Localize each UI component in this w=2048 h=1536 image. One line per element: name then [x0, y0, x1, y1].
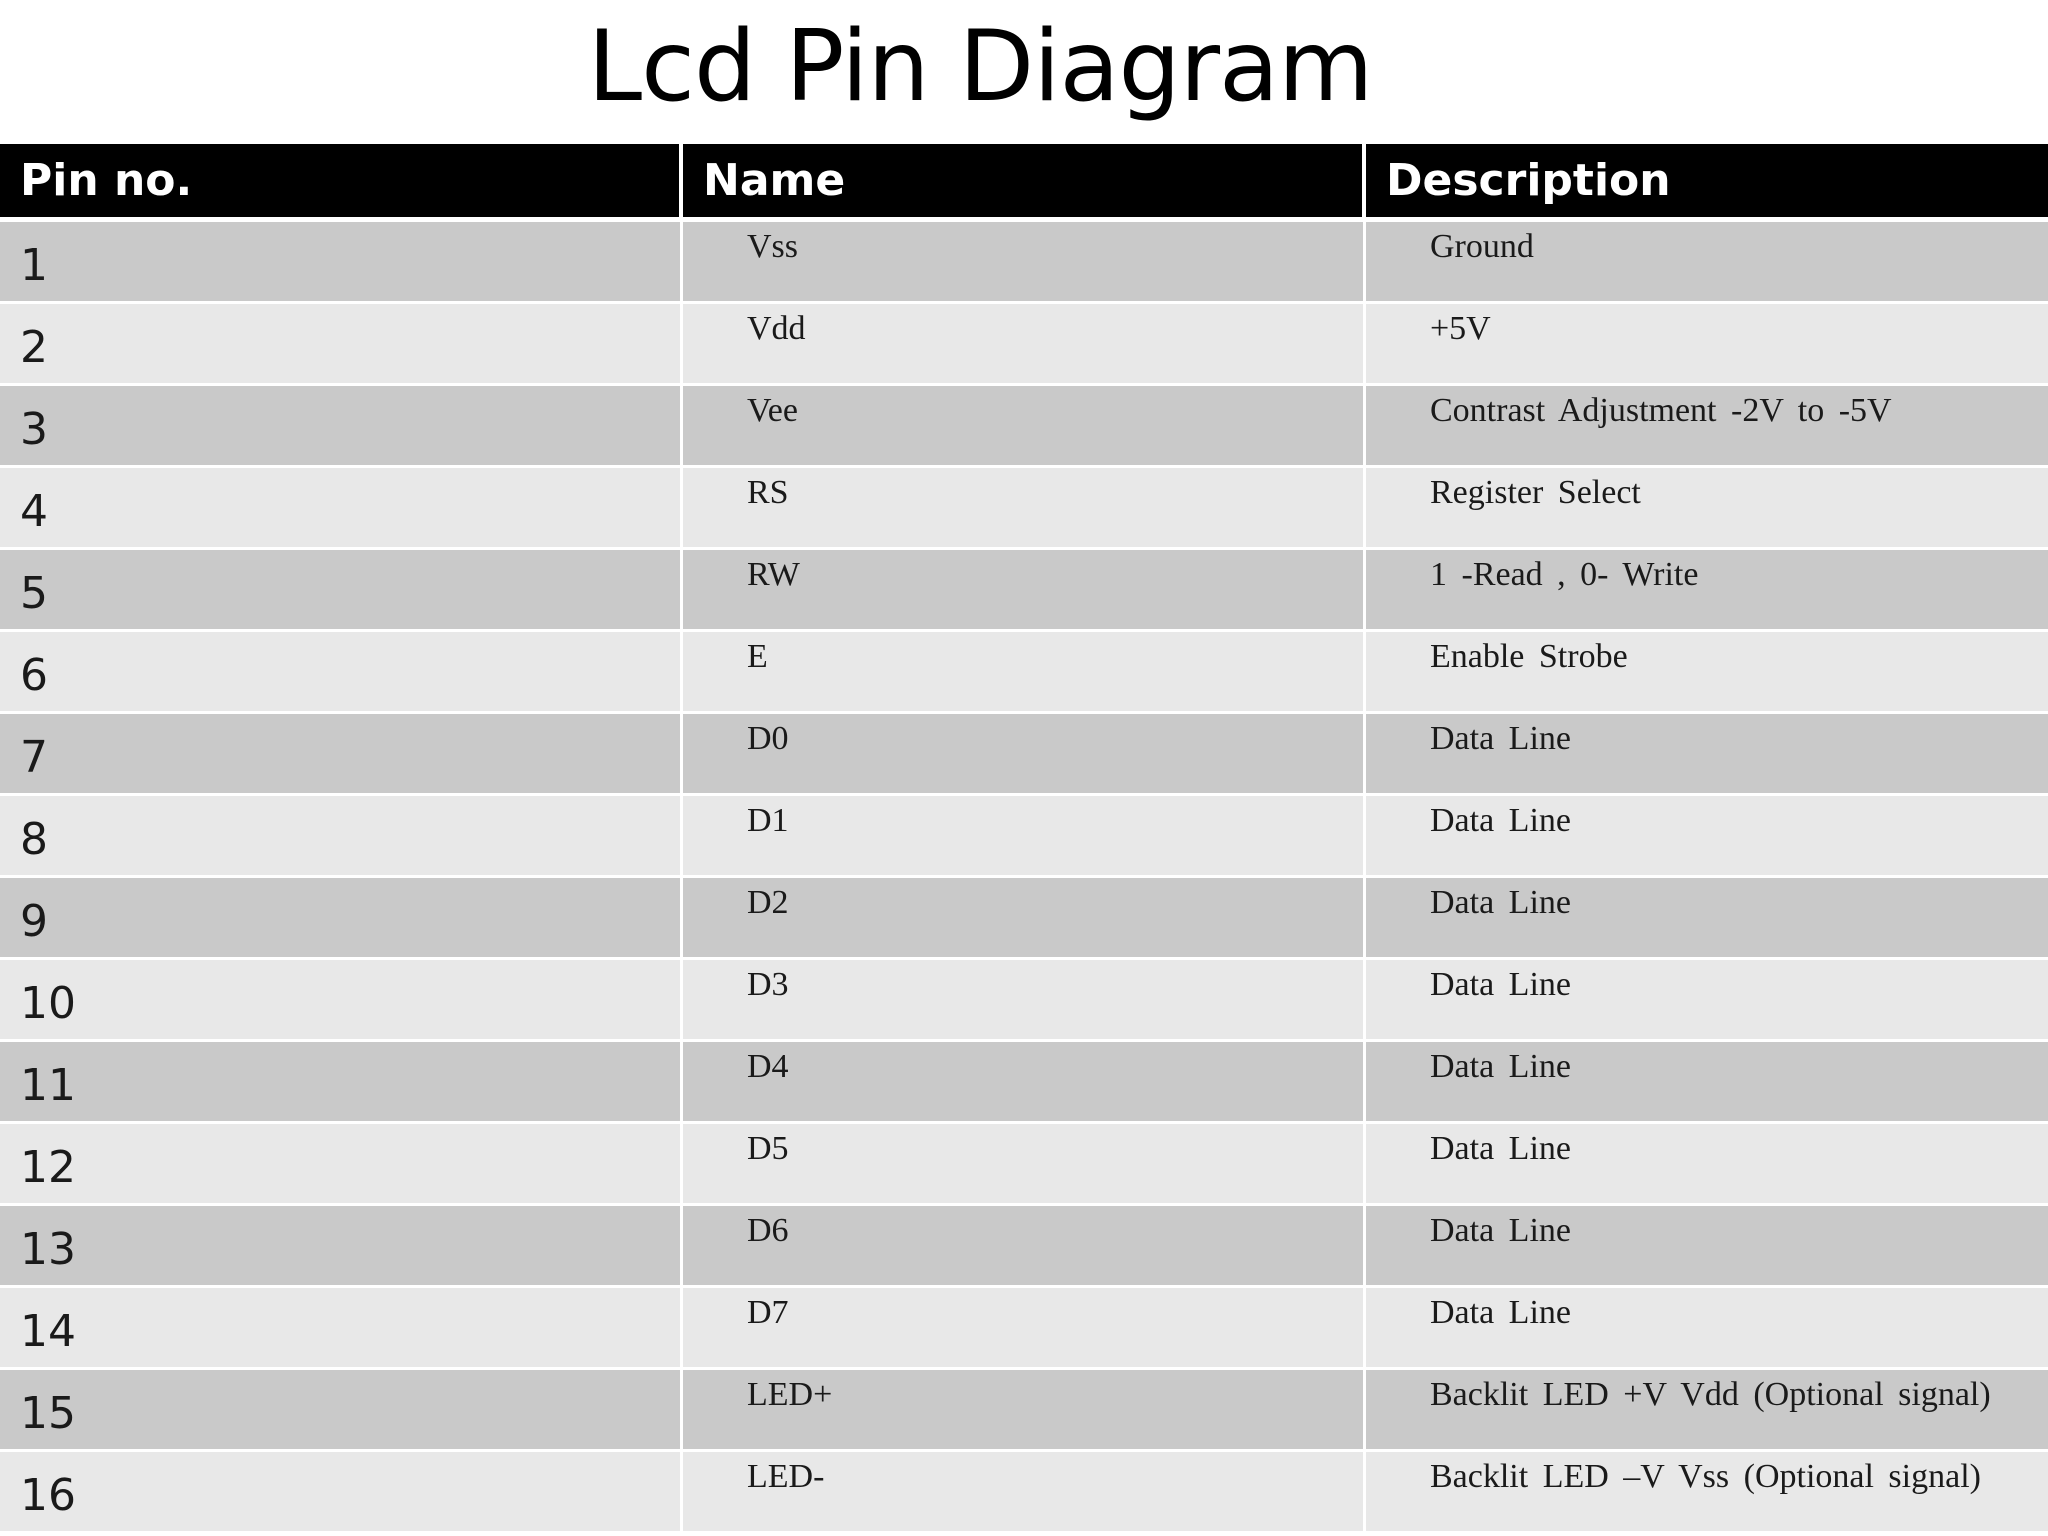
pin-name-cell: Vdd — [683, 304, 1366, 386]
table-row — [0, 386, 2048, 468]
column-header-description: Description — [1366, 144, 2048, 222]
pin-number-cell: 4 — [0, 468, 683, 550]
table-row — [0, 714, 2048, 796]
table-row — [0, 1124, 2048, 1206]
pin-name-cell: D3 — [683, 960, 1366, 1042]
pin-number-cell: 13 — [0, 1206, 683, 1288]
pin-name-cell: Vss — [683, 222, 1366, 304]
pin-number-cell: 10 — [0, 960, 683, 1042]
pin-number-cell: 2 — [0, 304, 683, 386]
pin-name-cell: E — [683, 632, 1366, 714]
table-row — [0, 304, 2048, 386]
pin-description-cell: Data Line — [1366, 878, 2048, 960]
pin-description-cell: Backlit LED +V Vdd (Optional signal) — [1366, 1370, 2048, 1452]
column-header-name: Name — [683, 144, 1366, 222]
table-row — [0, 632, 2048, 714]
pin-description-cell: Contrast Adjustment -2V to -5V — [1366, 386, 2048, 468]
pin-description-cell: Backlit LED –V Vss (Optional signal) — [1366, 1452, 2048, 1534]
pin-description-cell: Ground — [1366, 222, 2048, 304]
pin-number-cell: 9 — [0, 878, 683, 960]
pin-number-cell: 12 — [0, 1124, 683, 1206]
pin-name-cell: D0 — [683, 714, 1366, 796]
table-row — [0, 1206, 2048, 1288]
pin-number-cell: 3 — [0, 386, 683, 468]
pin-number-cell: 11 — [0, 1042, 683, 1124]
table-row — [0, 222, 2048, 304]
pin-description-cell: Data Line — [1366, 1206, 2048, 1288]
table-row — [0, 960, 2048, 1042]
pin-description-cell: Data Line — [1366, 1042, 2048, 1124]
table-row — [0, 1452, 2048, 1534]
pin-number-cell: 1 — [0, 222, 683, 304]
table-row — [0, 1370, 2048, 1452]
pin-name-cell: Vee — [683, 386, 1366, 468]
pin-description-cell: 1 -Read , 0- Write — [1366, 550, 2048, 632]
table-row — [0, 878, 2048, 960]
pin-description-cell: +5V — [1366, 304, 2048, 386]
pin-description-cell: Data Line — [1366, 714, 2048, 796]
pin-description-cell: Enable Strobe — [1366, 632, 2048, 714]
pin-name-cell: RW — [683, 550, 1366, 632]
pin-name-cell: RS — [683, 468, 1366, 550]
pin-number-cell: 16 — [0, 1452, 683, 1534]
pin-table — [0, 144, 2048, 1534]
pin-name-cell: LED- — [683, 1452, 1366, 1534]
table-body — [0, 222, 2048, 1534]
pin-description-cell: Data Line — [1366, 960, 2048, 1042]
pin-number-cell: 8 — [0, 796, 683, 878]
pin-number-cell: 7 — [0, 714, 683, 796]
pin-name-cell: LED+ — [683, 1370, 1366, 1452]
pin-name-cell: D4 — [683, 1042, 1366, 1124]
pin-name-cell: D5 — [683, 1124, 1366, 1206]
pin-number-cell: 14 — [0, 1288, 683, 1370]
pin-number-cell: 15 — [0, 1370, 683, 1452]
pin-name-cell: D2 — [683, 878, 1366, 960]
table-row — [0, 550, 2048, 632]
pin-description-cell: Data Line — [1366, 1124, 2048, 1206]
pin-name-cell: D1 — [683, 796, 1366, 878]
table-row — [0, 796, 2048, 878]
pin-number-cell: 5 — [0, 550, 683, 632]
page-title: Lcd Pin Diagram — [587, 10, 1373, 124]
pin-description-cell: Data Line — [1366, 1288, 2048, 1370]
pin-description-cell: Register Select — [1366, 468, 2048, 550]
table-row — [0, 1042, 2048, 1124]
pin-name-cell: D6 — [683, 1206, 1366, 1288]
table-row — [0, 1288, 2048, 1370]
table-header-row — [0, 144, 2048, 222]
column-header-pin: Pin no. — [0, 144, 683, 222]
pin-name-cell: D7 — [683, 1288, 1366, 1370]
pin-number-cell: 6 — [0, 632, 683, 714]
table-row — [0, 468, 2048, 550]
pin-description-cell: Data Line — [1366, 796, 2048, 878]
